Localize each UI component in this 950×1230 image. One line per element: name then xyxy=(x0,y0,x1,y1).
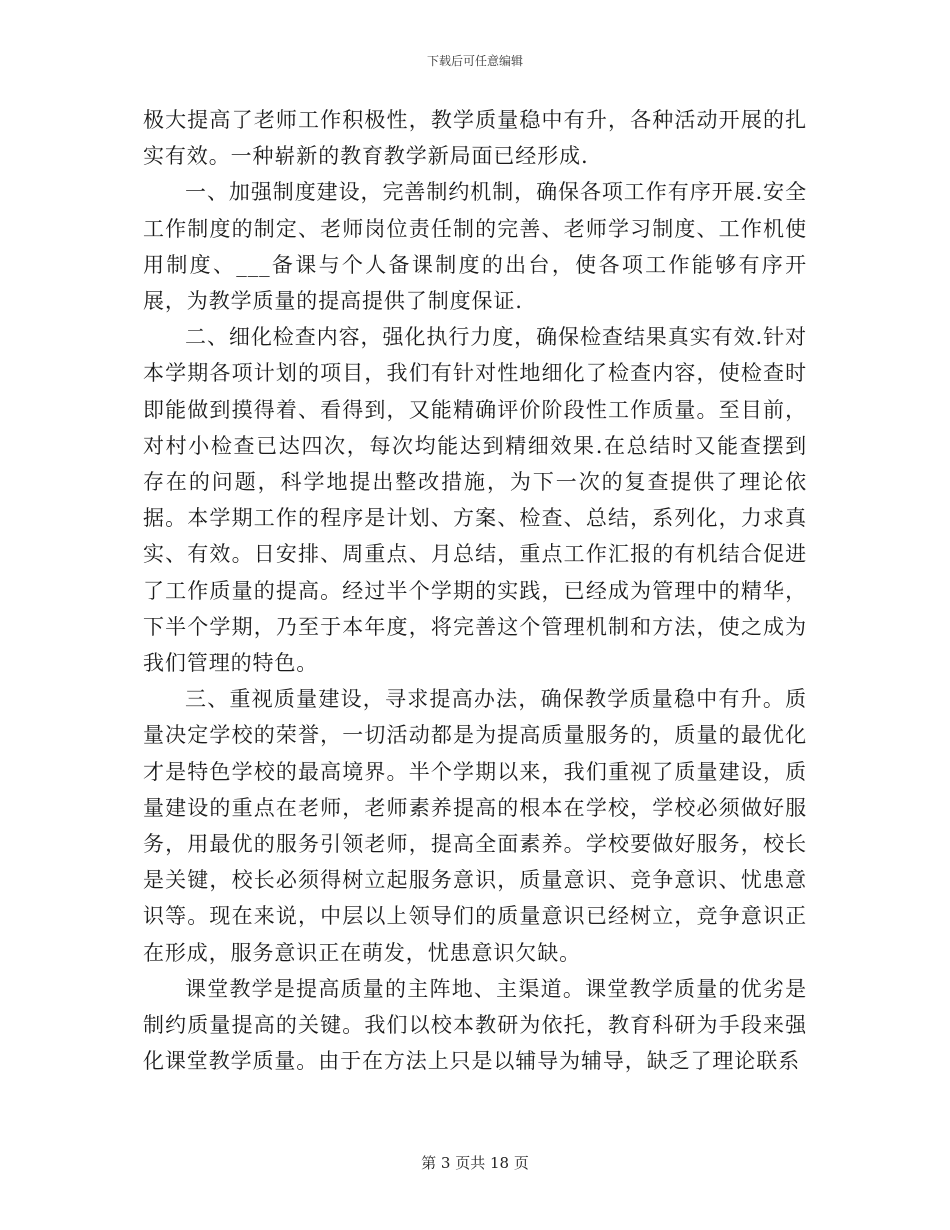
paragraph-2: 一、加强制度建设，完善制约机制，确保各项工作有序开展.安全工作制度的制定、老师岗位责任制的完善、老师学习制度、工作机使用制度、___备课与个人备课制度的出台，使各项工作能够有序开展，为教学质量的提高提供了制度保证. xyxy=(143,180,807,314)
paragraph-5: 课堂教学是提高质量的主阵地、主渠道。课堂教学质量的优劣是制约质量提高的关键。我们以校本教研为依托，教育科研为手段来强化课堂教学质量。由于在方法上只是以辅导为辅导，缺乏了理论联系 xyxy=(143,976,807,1074)
paragraph-1: 极大提高了老师工作积极性，教学质量稳中有升，各种活动开展的扎实有效。一种崭新的教育教学新局面已经形成. xyxy=(143,108,807,169)
page-header-note: 下载后可任意编辑 xyxy=(426,54,523,68)
paragraph-4: 三、重视质量建设，寻求提高办法，确保教学质量稳中有升。质量决定学校的荣誉，一切活动都是为提高质量服务的，质量的最优化才是特色学校的最高境界。半个学期以来，我们重视了质量建设，质量建设的重点在老师，老师素养提高的根本在学校，学校必须做好服务，用最优的服务引领老师，提高全面素养。学校要做好服务，校长是关键，校长必须得树立起服务意识，质量意识、竞争意识、忧患意识等。现在来说，中层以上领导们的质量意识已经树立，竞争意识正在形成，服务意识正在萌发，忧患意识欠缺。 xyxy=(143,687,807,965)
paragraph-3: 二、细化检查内容，强化执行力度，确保检查结果真实有效.针对本学期各项计划的项目，我们有针对性地细化了检查内容，使检查时即能做到摸得着、看得到，又能精确评价阶段性工作质量。至目前，对村小检查已达四次，每次均能达到精细效果.在总结时又能查摆到存在的问题，科学地提出整改措施，为下一次的复查提供了理论依据。本学期工作的程序是计划、方案、检查、总结，系列化，力求真实、有效。日安排、周重点、月总结，重点工作汇报的有机结合促进了工作质量的提高。经过半个学期的实践，已经成为管理中的精华，下半个学期，乃至于本年度，将完善这个管理机制和方法，使之成为我们管理的特色。 xyxy=(143,325,807,676)
document-body xyxy=(143,102,807,1079)
page-number: 第 3 页共 18 页 xyxy=(421,1154,529,1172)
